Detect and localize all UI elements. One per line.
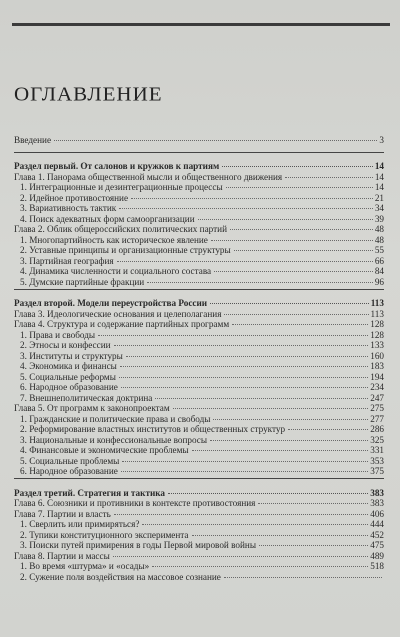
toc-entry-title: Раздел второй. Модели переустройства России (14, 298, 208, 308)
toc-page-number: 406 (370, 508, 384, 519)
toc-entry-title: 1. Во время «штурма» и «осады» (20, 561, 150, 571)
toc-entry-title: 2. Сужение поля воздействия на массовое сознание (20, 571, 221, 582)
dot-leader (54, 129, 377, 141)
toc-entry-title: 5. Социальные проблемы (20, 455, 120, 466)
toc-page-number: 133 (370, 340, 384, 350)
toc-entry-title: Введение (14, 134, 52, 145)
toc-page-number: 34 (374, 203, 384, 213)
toc-page-number: 66 (374, 255, 384, 266)
toc-entry-title: 2. Тупики конституционного эксперимента (20, 529, 189, 540)
toc-entry-title: 2. Уставные принципы и организационные структуры (20, 245, 231, 255)
toc-page-number: 55 (374, 245, 384, 255)
toc-entry-title: 5. Социальные реформы (20, 371, 116, 382)
toc-entry-title: Глава 8. Партии и массы (14, 550, 110, 561)
top-rule (12, 23, 390, 26)
toc-page-number: 48 (374, 224, 384, 234)
toc-list (14, 131, 384, 582)
toc-entry-title: 2. Реформирование властных институтов и общественных структур (20, 424, 286, 434)
toc-subsection (14, 463, 384, 474)
toc-entry-title: 4. Экономика и финансы (20, 361, 117, 371)
toc-page-number: 375 (370, 466, 384, 476)
toc-page-number: 14 (374, 171, 384, 182)
dot-leader (121, 461, 368, 473)
toc-entry-title: 5. Думские партийные фракции (20, 276, 145, 287)
toc-page-number: 444 (370, 519, 384, 529)
toc-entry-title: 1. Права и свободы (20, 329, 96, 340)
toc-page-number: 183 (370, 361, 384, 371)
toc-page-number: 452 (370, 529, 384, 540)
toc-page-number: 128 (370, 329, 384, 340)
toc-entry-title: 6. Народное образование (20, 382, 118, 392)
toc-page-number: 489 (370, 550, 384, 561)
toc-entry-title: 2. Этносы и конфессии (20, 340, 111, 350)
toc-page-number: 14 (374, 182, 384, 192)
toc-page-number: 247 (370, 392, 384, 403)
toc-entry-title: Глава 1. Панорама общественной мысли и общественного движения (14, 171, 283, 182)
toc-page-number: 3 (379, 134, 384, 145)
toc-page-number: 96 (374, 276, 384, 287)
toc-entry-title: 3. Вариативность тактик (20, 203, 117, 213)
dot-leader (147, 271, 373, 283)
toc-page-number: 234 (370, 382, 384, 392)
toc-page-number: 160 (370, 350, 384, 361)
toc-entry-title: 4. Финансовые и экономические проблемы (20, 445, 189, 455)
toc-page-number: 48 (374, 234, 384, 245)
toc-page-number: 113 (370, 308, 384, 319)
toc-page-number: 475 (370, 540, 384, 550)
toc-page-number: 113 (370, 298, 384, 308)
toc-subsection (14, 273, 384, 287)
toc-page-number: 39 (374, 213, 384, 224)
toc-entry-title: Глава 3. Идеологические основания и целеполагания (14, 308, 222, 319)
toc-entry-title: Раздел первый. От салонов и кружков к партиям (14, 161, 220, 171)
toc-entry-title: 1. Интеграционные и дезинтеграционные процессы (20, 182, 223, 192)
toc-entry-title: 1. Гражданские и политические права и свободы (20, 413, 211, 424)
toc-page-number: 331 (370, 445, 384, 455)
toc-page-number: 84 (374, 266, 384, 276)
toc-page-number: 14 (374, 161, 384, 171)
toc-entry-title: Глава 6. Союзники и противники в контексте противостояния (14, 498, 256, 508)
toc-page-number: 383 (370, 498, 384, 508)
toc-chapter (14, 131, 384, 145)
toc-page-number: 518 (370, 561, 384, 571)
toc-entry-title: Глава 5. От программ к законопроектам (14, 403, 170, 413)
toc-heading: ОГЛАВЛЕНИЕ (14, 82, 163, 106)
toc-entry-title: 1. Сверлить или примиряться? (20, 519, 140, 529)
toc-subsection (14, 568, 384, 582)
toc-entry-title: 3. Партийная география (20, 255, 114, 266)
toc-entry-title: 3. Поиски путей примирения в годы Первой мировой войны (20, 540, 257, 550)
toc-entry-title: 3. Институты и структуры (20, 350, 123, 361)
toc-page-number: 277 (370, 413, 384, 424)
toc-entry-title: 4. Динамика численности и социального состава (20, 266, 212, 276)
toc-entry-title: 4. Поиск адекватных форм самоорганизации (20, 213, 195, 224)
toc-page-number: 286 (370, 424, 384, 434)
toc-entry-title: Раздел третий. Стратегия и тактика (14, 487, 166, 498)
toc-page-number: 194 (370, 371, 384, 382)
toc-page-number: 325 (370, 434, 384, 445)
toc-page-number: 383 (370, 487, 384, 498)
toc-page-number: 353 (370, 455, 384, 466)
toc-entry-title: 2. Идейное противостояние (20, 192, 129, 203)
toc-entry-title: Глава 4. Структура и содержание партийных программ (14, 319, 230, 329)
toc-entry-title: Глава 7. Партии и власть (14, 508, 111, 519)
toc-entry-title: 6. Народное образование (20, 466, 118, 476)
toc-entry-title: 7. Внешнеполитическая доктрина (20, 392, 153, 403)
toc-page-number: 275 (370, 403, 384, 413)
toc-entry-title: Глава 2. Облик общероссийских политических партий (14, 224, 227, 234)
dot-leader (224, 566, 382, 578)
toc-entry-title: 3. Национальные и конфессиональные вопросы (20, 434, 208, 445)
toc-page-number: 21 (374, 192, 384, 203)
toc-page-number: 128 (370, 319, 384, 329)
toc-entry-title: 1. Многопартийность как историческое явление (20, 234, 208, 245)
